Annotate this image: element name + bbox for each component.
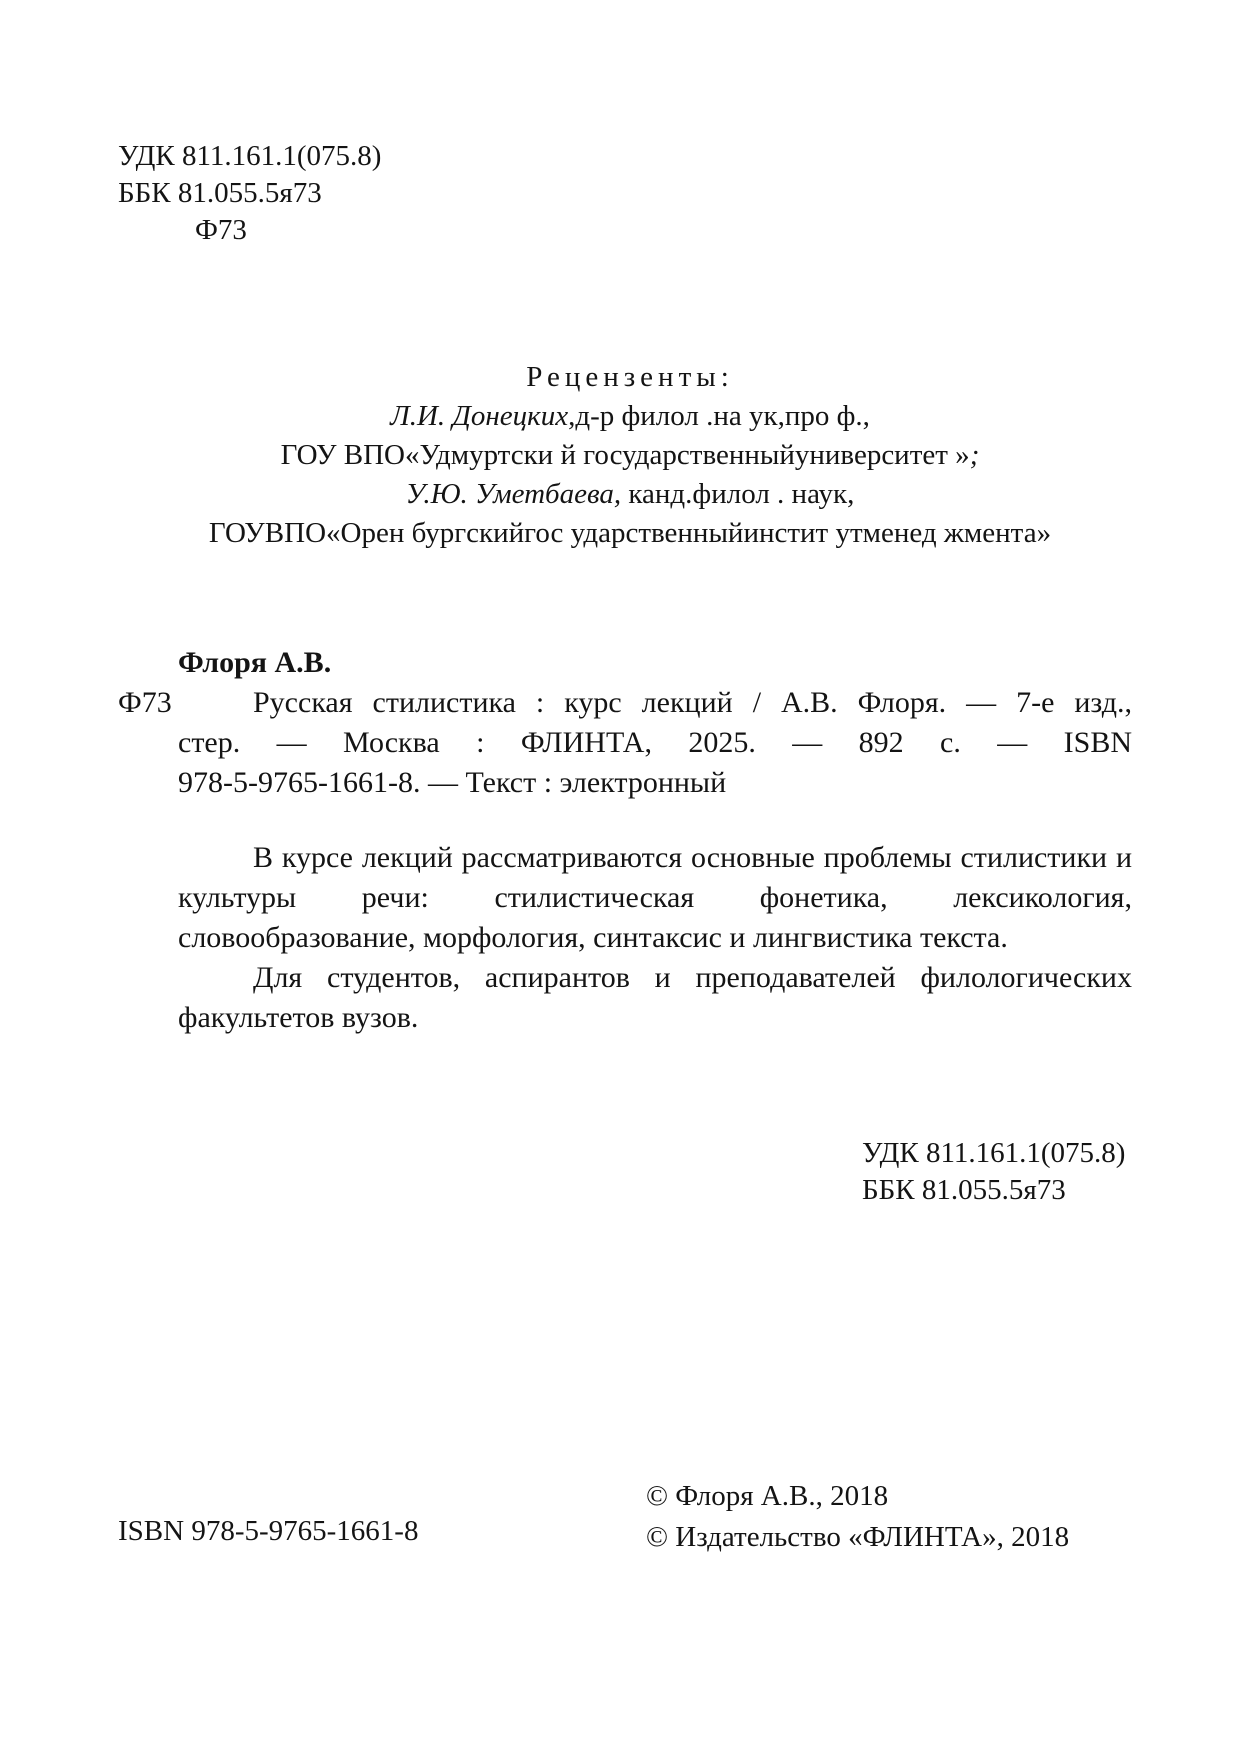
biblio-line-1: Русская стилистика : курс лекций / А.В. Флоря. — 7-е изд.,	[253, 686, 1132, 719]
author-heading: Флоря А.В.	[178, 646, 332, 679]
reviewer-2-name: У.Ю. Уметбаева,	[405, 478, 622, 510]
annotation-paragraph-1: В курсе лекций рассматриваются основные проблемы стилистики и культуры речи: стилистическая фонетика, лексикология, словообразование, морфология, синтаксис и лингвистика текста.	[178, 841, 1132, 954]
reviewer-1-org-name: ГОУ ВПО«Удмуртски й государственныйуниверситет »	[280, 439, 970, 471]
bbk-code: ББК 81.055.5я73	[118, 177, 322, 209]
biblio-line-3: 978-5-9765-1661-8. — Текст : электронный	[178, 766, 727, 799]
reviewer-1-org-end: ;	[969, 439, 980, 471]
reviewer-1-organization	[150, 436, 1110, 475]
bibliographic-description	[178, 683, 1132, 803]
copyright-block	[646, 1476, 1069, 1558]
biblio-line-2: стер. — Москва : ФЛИНТА, 2025. — 892 с. — ISBN	[178, 726, 1132, 759]
reviewers-title: Рецензенты:	[526, 361, 734, 393]
footer-udk-code: УДК 811.161.1(075.8)	[862, 1137, 1126, 1169]
annotation-paragraph-2: Для студентов, аспирантов и преподавателей филологических факультетов вузов.	[178, 961, 1132, 1034]
copyright-publisher: © Издательство «ФЛИНТА», 2018	[646, 1521, 1070, 1553]
isbn: ISBN 978-5-9765-1661-8	[118, 1515, 419, 1547]
reviewer-2-organization: ГОУВПО«Орен бургскийгос ударственныйинстит утменед жмента»	[208, 517, 1052, 549]
header-classification-codes	[118, 138, 381, 249]
reviewer-2-degree: канд.филол . наук,	[621, 478, 855, 510]
reviewer-2	[150, 475, 1110, 514]
book-cipher: Ф73	[118, 686, 172, 719]
footer-classification-codes	[862, 1135, 1125, 1209]
reviewer-1	[150, 397, 1110, 436]
reviewers-block	[150, 358, 1110, 553]
annotation	[178, 838, 1132, 1038]
author-cipher: Ф73	[195, 214, 247, 246]
reviewer-1-name: Л.И. Донецких	[390, 400, 569, 432]
udk-code: УДК 811.161.1(075.8)	[118, 140, 382, 172]
copyright-author: © Флоря А.В., 2018	[646, 1480, 889, 1512]
footer-bbk-code: ББК 81.055.5я73	[862, 1174, 1066, 1206]
reviewer-1-degree: ,д-р филол .на ук,про ф.,	[568, 400, 870, 432]
